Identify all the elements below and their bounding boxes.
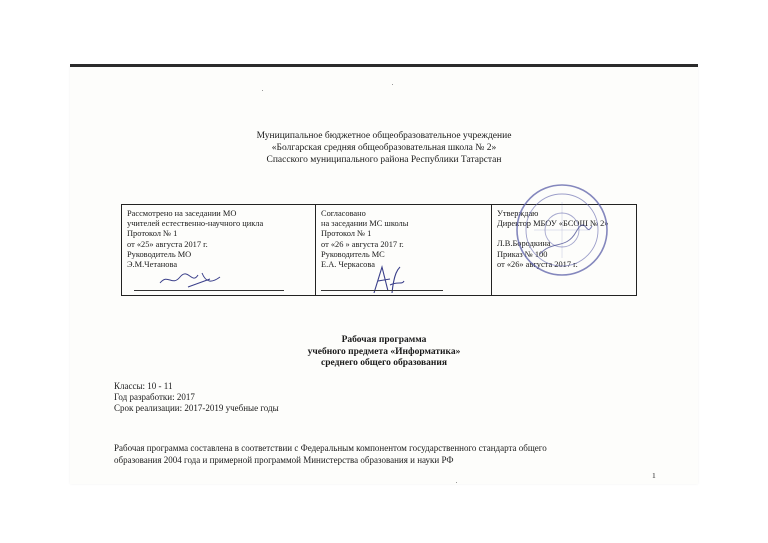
approval-text: Руководитель МС xyxy=(321,249,385,259)
title-line-2: учебного предмета «Информатика» xyxy=(307,346,461,357)
approval-text: учителей естественно-научного цикла xyxy=(127,219,264,229)
approval-cell-mo xyxy=(122,205,316,295)
approval-text: Руководитель МО xyxy=(127,249,192,259)
approval-text: Приказ № 100 xyxy=(497,249,548,259)
scan-speck xyxy=(392,84,393,85)
signature-line xyxy=(321,290,443,291)
info-classes: Классы: 10 - 11 xyxy=(114,381,173,391)
approval-text: Л.В.Бородкина xyxy=(497,239,551,249)
page-top-edge xyxy=(70,64,698,67)
info-year: Год разработки: 2017 xyxy=(114,392,195,402)
signature-ms xyxy=(368,263,408,297)
program-info xyxy=(114,381,279,414)
approval-text: Э.М.Четанова xyxy=(127,260,178,270)
approval-text: Протокол № 1 xyxy=(321,229,372,239)
approval-text: от «26» августа 2017 г. xyxy=(497,259,578,269)
approval-text: Е.А. Черкасова xyxy=(321,260,375,270)
approval-text: Протокол № 1 xyxy=(127,229,178,239)
program-note xyxy=(114,443,547,466)
approval-text: Директор МБОУ «БСОШ № 2» xyxy=(497,219,609,229)
approval-text: Утверждаю xyxy=(497,209,539,218)
document-title xyxy=(0,335,768,370)
note-line-2: образования 2004 года и примерной программой Министерства образования и науки РФ xyxy=(114,454,454,465)
scan-speck xyxy=(262,90,263,91)
approval-text: Согласовано xyxy=(321,209,366,218)
school-header xyxy=(0,130,768,166)
approval-text: на заседании МС школы xyxy=(321,219,409,229)
header-line-1: Муниципальное бюджетное общеобразовательное учреждение xyxy=(256,131,512,141)
approval-text: Рассмотрено на заседании МО xyxy=(127,209,237,218)
title-line-3: среднего общего образования xyxy=(320,358,447,368)
approval-text: от «25» августа 2017 г. xyxy=(127,239,208,249)
page-number: 1 xyxy=(652,471,656,480)
approval-text: от «26 » августа 2017 г. xyxy=(321,239,404,249)
scan-speck xyxy=(456,482,457,483)
signature-line xyxy=(134,290,284,291)
approval-cell-ms xyxy=(316,205,492,295)
title-line-1: Рабочая программа xyxy=(341,335,427,345)
signature-mo xyxy=(158,269,228,291)
info-period: Срок реализации: 2017-2019 учебные годы xyxy=(114,403,279,413)
header-line-3: Спасского муниципального района Республики Татарстан xyxy=(266,155,502,165)
note-line-1: Рабочая программа составлена в соответствии с Федеральным компонентом государственного стандарта общего xyxy=(114,443,547,453)
school-stamp xyxy=(512,180,612,280)
header-line-2: «Болгарская средняя общеобразовательная школа № 2» xyxy=(271,143,497,153)
